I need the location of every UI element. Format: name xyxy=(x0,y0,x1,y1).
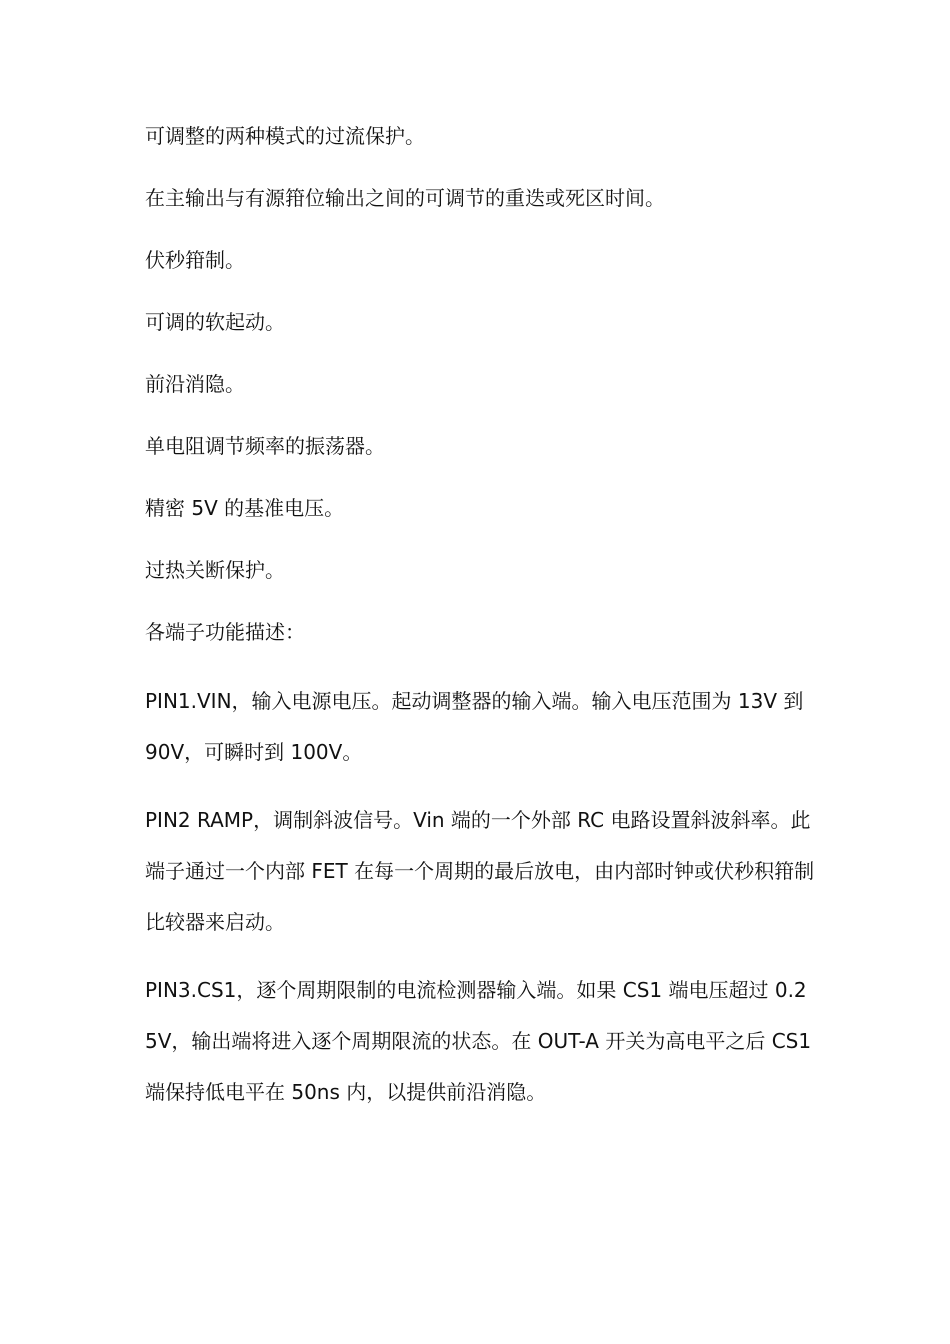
feature-soft-start: 可调的软起动。 xyxy=(145,310,285,334)
pin1-description: PIN1.VIN，输入电源电压。起动调整器的输入端。输入电压范围为 13V 到 90V，可瞬时到 100V。 xyxy=(145,689,804,764)
feature-reference-voltage: 精密 5V 的基准电压。 xyxy=(145,496,345,520)
pin3-description: PIN3.CS1，逐个周期限制的电流检测器输入端。如果 CS1 端电压超过 0.25V，输出端将进入逐个周期限流的状态。在 OUT-A 开关为高电平之后 CS1 端保持低电平在 50ns 内，以提供前沿消隐。 xyxy=(145,978,812,1104)
feature-volt-second-clamp: 伏秒箝制。 xyxy=(145,248,245,272)
feature-thermal-shutdown: 过热关断保护。 xyxy=(145,558,285,582)
pin2-description: PIN2 RAMP，调制斜波信号。Vin 端的一个外部 RC 电路设置斜波斜率。此端子通过一个内部 FET 在每一个周期的最后放电，由内部时钟或伏秒积箝制比较器来启动。 xyxy=(145,808,815,934)
document-body xyxy=(145,118,815,1135)
feature-oscillator: 单电阻调节频率的振荡器。 xyxy=(145,434,385,458)
feature-dead-time: 在主输出与有源箝位输出之间的可调节的重迭或死区时间。 xyxy=(145,186,665,210)
pin-description-heading: 各端子功能描述： xyxy=(145,620,305,644)
feature-overcurrent: 可调整的两种模式的过流保护。 xyxy=(145,124,425,148)
feature-leading-edge-blanking: 前沿消隐。 xyxy=(145,372,245,396)
